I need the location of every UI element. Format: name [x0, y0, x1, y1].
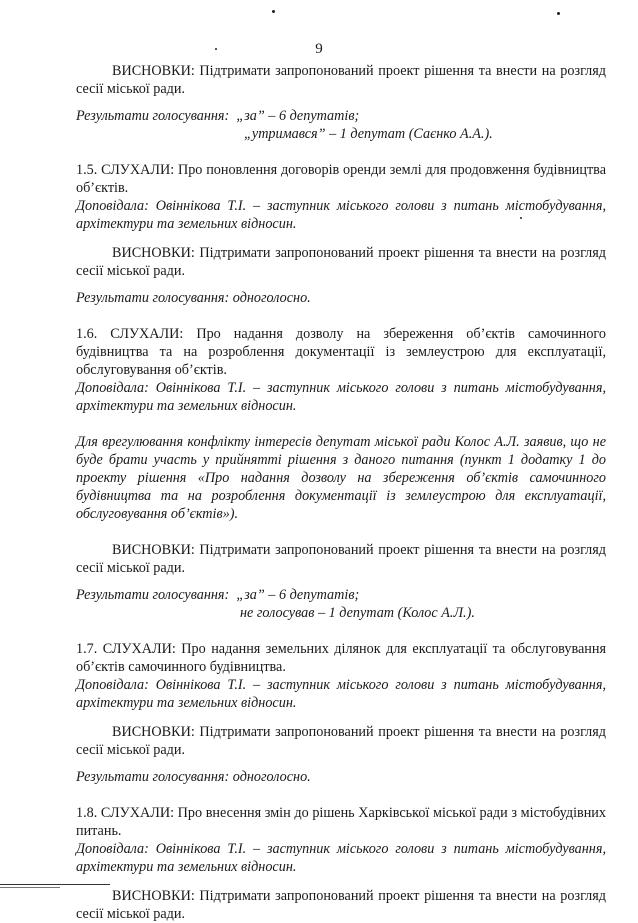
page-number: 9 [315, 41, 323, 57]
conclusion-paragraph: ВИСНОВКИ: Підтримати запропонований проект рішення та внести на розгляд сесії міської ради. [76, 245, 606, 279]
conclusion-paragraph: ВИСНОВКИ: Підтримати запропонований проект рішення та внести на розгляд сесії міської ради. [76, 63, 606, 97]
conclusion-paragraph: ВИСНОВКИ: Підтримати запропонований проект рішення та внести на розгляд сесії міської ради. [76, 542, 606, 576]
vote-results [76, 107, 606, 143]
vote-line: „утримався” – 1 депутат (Саєнко А.А.). [244, 126, 493, 142]
heard-paragraph: 1.5. СЛУХАЛИ: Про поновлення договорів оренди землі для продовження будівництва об’єктів. [76, 162, 606, 196]
speaker-paragraph: Доповідала: Овіннікова Т.І. – заступник міського голови з питань містобудування, архітектури та земельних відносин. [76, 677, 606, 711]
speaker-paragraph: Доповідала: Овіннікова Т.І. – заступник міського голови з питань містобудування, архітектури та земельних відносин. [76, 198, 606, 232]
conclusion-paragraph: ВИСНОВКИ: Підтримати запропонований проект рішення та внести на розгляд сесії міської ради. [76, 724, 606, 758]
minutes-body [76, 62, 606, 923]
vote-line: „за” – 6 депутатів; [236, 108, 360, 124]
vote-line: „за” – 6 депутатів; [236, 587, 360, 603]
footer-rule [0, 887, 60, 888]
vote-results: Результати голосування: одноголосно. [76, 769, 311, 785]
vote-label: Результати голосування: [76, 587, 230, 603]
scan-speck [272, 10, 275, 13]
vote-results [76, 586, 606, 622]
speaker-paragraph: Доповідала: Овіннікова Т.І. – заступник міського голови з питань містобудування, архітектури та земельних відносин. [76, 841, 606, 875]
speaker-paragraph: Доповідала: Овіннікова Т.І. – заступник міського голови з питань містобудування, архітектури та земельних відносин. [76, 380, 606, 414]
vote-label: Результати голосування: [76, 108, 230, 124]
footer-rule [0, 884, 110, 885]
vote-results: Результати голосування: одноголосно. [76, 290, 311, 306]
heard-paragraph: 1.6. СЛУХАЛИ: Про надання дозволу на збереження об’єктів самочинного будівництва та на розроблення документації із землеустрою для експлуатації, обслуговування об’єктів. [76, 326, 606, 378]
vote-line: не голосував – 1 депутат (Колос А.Л.). [240, 605, 475, 621]
conclusion-paragraph: ВИСНОВКИ: Підтримати запропонований проект рішення та внести на розгляд сесії міської ради. [76, 888, 606, 922]
heard-paragraph: 1.8. СЛУХАЛИ: Про внесення змін до рішень Харківської міської ради з містобудівних питань. [76, 805, 606, 839]
heard-paragraph: 1.7. СЛУХАЛИ: Про надання земельних ділянок для експлуатації та обслуговування об’єктів самочинного будівництва. [76, 641, 606, 675]
scan-speck [557, 12, 560, 15]
conflict-of-interest-note: Для врегулювання конфлікту інтересів депутат міської ради Колос А.Л. заявив, що не буде брати участь у прийнятті рішення з даного питання (пункт 1 додатку 1 до проекту рішення «Про надання дозволу на збереження об’єктів самочинного будівництва та на розроблення документації із землеустрою для експлуатації, обслуговування об’єктів»). [76, 434, 606, 522]
